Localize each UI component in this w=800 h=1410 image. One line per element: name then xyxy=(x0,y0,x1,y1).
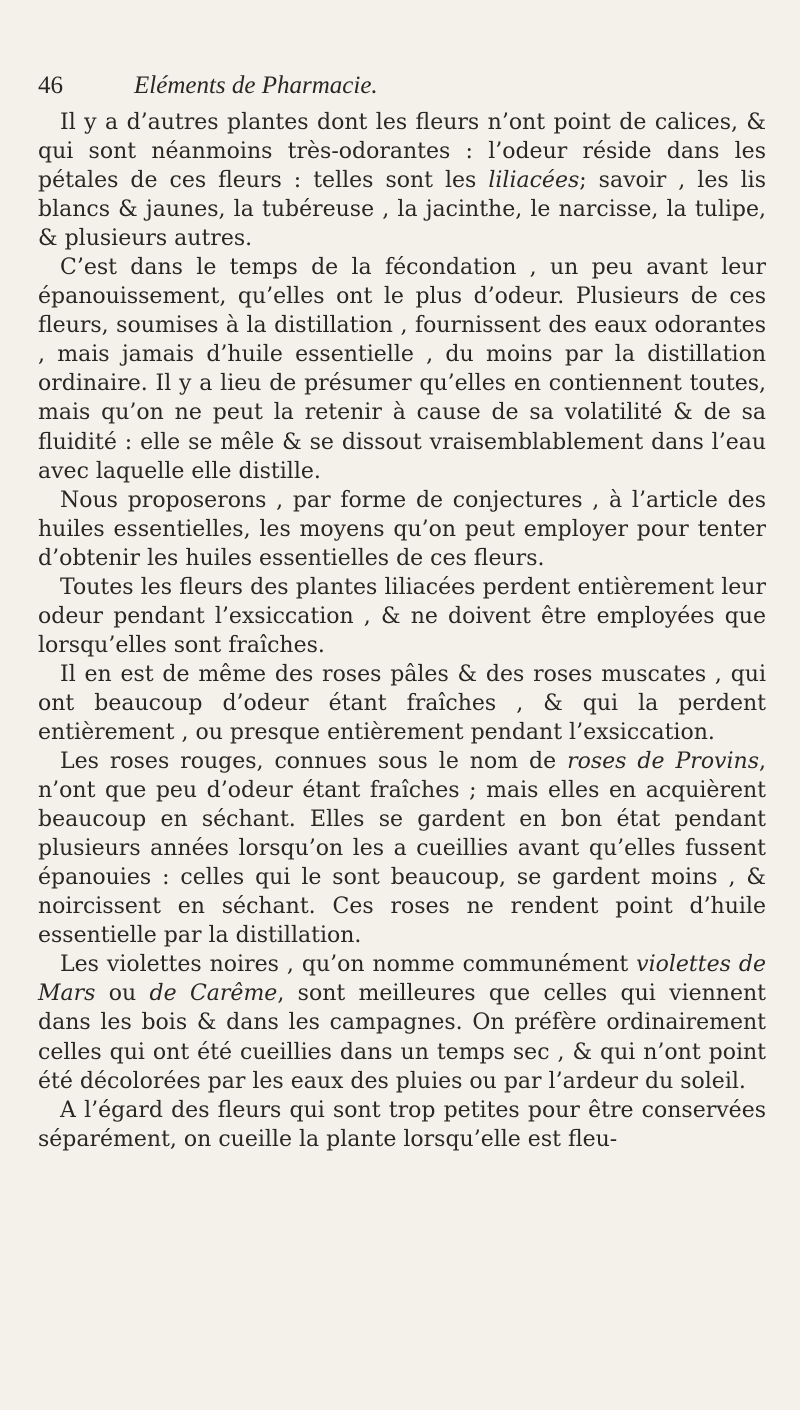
paragraph xyxy=(38,660,766,747)
italic-text: de Carême xyxy=(149,981,278,1007)
paragraph xyxy=(38,108,766,253)
text-run: A l’égard des fleurs qui sont trop petites pour être conservées séparément, on cueille la plante lorsqu’elle est fleu- xyxy=(38,1097,766,1152)
text-run: Nous proposerons , par forme de conjectures , à l’article des huiles essentielles, les moyens qu’on peut employer pour tenter d’obtenir les huiles essentielles de ces fleurs. xyxy=(38,487,766,571)
running-head xyxy=(38,72,766,100)
body-text xyxy=(38,108,766,1154)
paragraph xyxy=(38,950,766,1095)
text-run: Les roses rouges, connues sous le nom de xyxy=(60,749,568,775)
text-run: Toutes les fleurs des plantes liliacées perdent entièrement leur odeur pendant l’exsiccation , & ne doivent être employées que lorsqu’elles sont fraîches. xyxy=(38,574,766,658)
paragraph xyxy=(38,573,766,660)
italic-text: violettes de Mars xyxy=(38,952,766,1007)
paragraph xyxy=(38,486,766,573)
italic-text: liliacées xyxy=(488,168,580,194)
text-run: Il y a d’autres plantes dont les fleurs n’ont point de calices, & qui sont néanmoins très-odorantes : l’odeur réside dans les pétales de ces fleurs : telles sont les xyxy=(38,110,766,194)
page-number: 46 xyxy=(38,72,63,99)
text-run: Il en est de même des roses pâles & des roses muscates , qui ont beaucoup d’odeur étant fraîches , & qui la perdent entièrement , ou presque entièrement pendant l’exsiccation. xyxy=(38,661,766,745)
text-run: Les violettes noires , qu’on nomme communément xyxy=(60,952,637,978)
paragraph xyxy=(38,1096,766,1154)
italic-text: roses de Provins xyxy=(567,749,759,775)
text-run: ; savoir , les lis blancs & jaunes, la tubéreuse , la jacinthe, le narcisse, la tulipe, & plusieurs autres. xyxy=(38,168,766,252)
text-run: , n’ont que peu d’odeur étant fraîches ; mais elles en acquièrent beaucoup en séchant. Elles se gardent en bon état pendant plusieurs années lorsqu’on les a cueillies avant qu’elles fussent épanouies : celles qui le sont beaucoup, se gardent moins , & noircissent en séchant. Ces roses ne rendent point d’huile essentielle par la distillation. xyxy=(38,749,766,949)
text-run: , sont meilleures que celles qui viennent dans les bois & dans les campagnes. On préfère ordinairement celles qui ont été cueillies dans un temps sec , & qui n’ont point été décolorées par les eaux des pluies ou par l’ardeur du soleil. xyxy=(38,981,766,1094)
text-run: C’est dans le temps de la fécondation , un peu avant leur épanouissement, qu’elles ont le plus d’odeur. Plusieurs de ces fleurs, soumises à la distillation , fournissent des eaux odorantes , mais jamais d’huile essentielle , du moins par la distillation ordinaire. Il y a lieu de présumer qu’elles en contiennent toutes, mais qu’on ne peut la retenir à cause de sa volatilité & de sa fluidité : elle se mêle & se dissout vraisemblablement dans l’eau avec laquelle elle distille. xyxy=(38,255,766,484)
text-run: ou xyxy=(95,981,150,1007)
running-title: Eléments de Pharmacie. xyxy=(134,72,378,99)
paragraph xyxy=(38,253,766,485)
paragraph xyxy=(38,747,766,950)
